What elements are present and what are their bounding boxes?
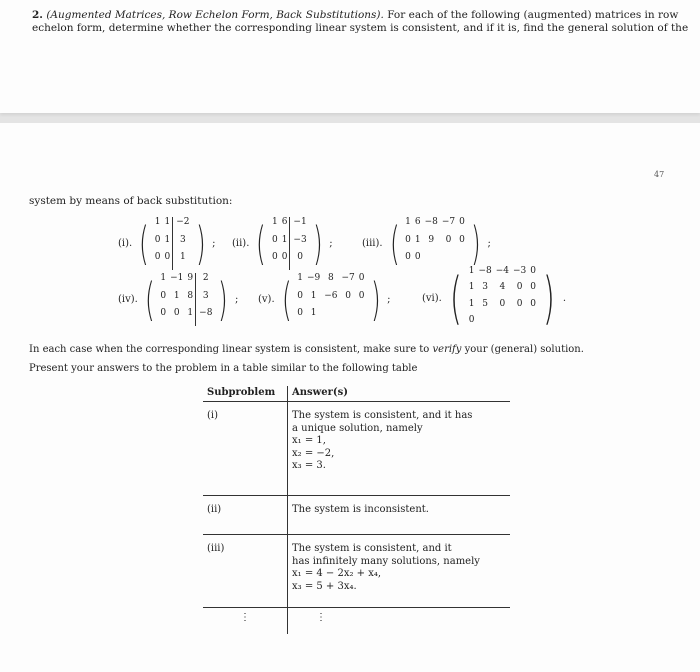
matrix-entry: 5: [482, 298, 488, 309]
matrix-entry: −9: [306, 273, 321, 283]
answer-table: [203, 386, 510, 634]
matrix-entry: 0: [468, 314, 475, 325]
left-paren: (: [139, 217, 149, 270]
matrix-entry: 3: [482, 282, 488, 293]
matrix-label: (v).: [258, 294, 275, 305]
right-paren: ): [470, 217, 481, 270]
matrix-separator: ;: [329, 238, 333, 249]
answer-line: x₁ = 1,: [292, 435, 326, 446]
matrix-label: (ii).: [232, 238, 250, 249]
page-top: [0, 0, 700, 113]
matrix-grid: [403, 217, 467, 270]
matrix-entry: 1: [281, 234, 288, 245]
matrix-entry: 0: [297, 308, 303, 319]
problem-number: 2.: [32, 9, 43, 21]
matrix-entry: 1: [187, 308, 194, 319]
matrix-entry: 1: [297, 273, 303, 283]
matrix-entry: 1: [271, 217, 278, 227]
matrix-entry: 0: [459, 234, 465, 245]
left-paren: (: [389, 217, 400, 270]
matrix-entry: −2: [172, 217, 191, 235]
matrix-label: (iii).: [362, 238, 383, 249]
answer-line: x₂ = −2,: [292, 447, 335, 459]
problem-line-1: [32, 9, 678, 22]
matrix-entry: −8: [424, 217, 438, 227]
matrix-entry: 0: [173, 308, 180, 319]
matrix-entry: 0: [530, 282, 537, 293]
matrix-label: (vi).: [422, 293, 442, 304]
matrix-entry: 9: [428, 234, 435, 245]
matrix-entry: −7: [441, 217, 456, 227]
matrix-entry: −1: [170, 273, 184, 283]
problem-title: (Augmented Matrices, Row Echelon Form, Back Substitutions).: [46, 9, 384, 21]
left-paren: (: [281, 273, 292, 326]
matrix-grid: [295, 273, 366, 326]
matrix-separator: ;: [235, 294, 239, 305]
table-row: [203, 608, 510, 635]
instructions-1b: your (general) solution.: [464, 344, 584, 355]
right-paren: ): [370, 273, 381, 326]
matrix-entry: 0: [154, 252, 161, 263]
matrix-entry: 0: [154, 234, 161, 245]
matrix-entry: 1: [310, 308, 317, 319]
matrix-item: [232, 217, 338, 270]
matrix-entry: 2: [195, 273, 214, 291]
matrix-entry: 0: [414, 252, 421, 263]
matrix-entry: 0: [516, 282, 523, 293]
matrix-entry: 1: [468, 266, 475, 276]
matrix-entry: 0: [516, 298, 523, 309]
augmented-matrix: [141, 273, 232, 326]
instructions-line-1: [29, 343, 584, 356]
subproblem-cell: [203, 608, 288, 635]
matrix-entry: 9: [187, 273, 194, 283]
matrix-entry: 4: [499, 282, 506, 293]
matrix-entry: 0: [271, 252, 278, 263]
matrix-separator: .: [562, 293, 567, 304]
matrix-separator: ;: [387, 294, 391, 305]
matrix-entry: 0: [281, 252, 288, 263]
matrix-item: [118, 273, 243, 326]
matrix-entry: 1: [468, 298, 475, 309]
matrix-entry: 0: [160, 308, 167, 319]
augmented-matrix: [386, 217, 485, 270]
matrix-entry: 8: [327, 273, 334, 283]
matrix-grid: [158, 273, 214, 326]
matrix-entry: 0: [405, 234, 411, 245]
answer-line: The system is inconsistent.: [292, 504, 429, 515]
table-row: [203, 496, 510, 535]
subproblem-label: (iii): [207, 543, 225, 554]
left-paren: (: [449, 266, 462, 331]
left-paren: (: [256, 217, 267, 270]
answer-line: ⋮: [316, 612, 326, 623]
matrix-entry: 1: [173, 290, 180, 301]
matrix-item: [258, 273, 395, 326]
matrix-entry: 1: [172, 252, 191, 270]
matrix-entry: 1: [160, 273, 167, 283]
instructions-verify: verify: [432, 344, 462, 355]
answer-line: x₃ = 3.: [292, 460, 326, 471]
table-row: [203, 402, 510, 496]
matrix-entry: 1: [154, 217, 161, 227]
answer-cell: [288, 608, 511, 635]
problem-line1-rest: For each of the following (augmented) matrices in row: [387, 9, 679, 21]
answer-cell: [288, 535, 511, 608]
problem-line-2: echelon form, determine whether the corresponding linear system is consistent, and if it is, find the general solution of the: [32, 22, 689, 34]
augmented-matrix: [278, 273, 384, 326]
matrix-item: [422, 266, 571, 331]
matrix-entry: 0: [271, 234, 278, 245]
matrix-grid: [270, 217, 309, 270]
augmented-matrix: [445, 266, 560, 331]
matrix-entry: −8: [195, 308, 214, 326]
matrix-entry: 0: [160, 290, 167, 301]
matrix-entry: −7: [341, 273, 355, 283]
answer-line: The system is consistent, and it has: [292, 410, 473, 421]
subproblem-cell: [203, 496, 288, 535]
matrix-entry: 0: [345, 290, 351, 301]
matrix-entry: 3: [172, 235, 191, 253]
matrix-separator: ;: [487, 238, 491, 249]
answer-line: x₁ = 4 − 2x₂ + x₄,: [292, 568, 382, 579]
subproblem-label: (ii): [207, 504, 222, 515]
header-answers: Answer(s): [288, 386, 511, 402]
matrix-entry: 0: [405, 252, 411, 263]
matrix-entry: 0: [297, 290, 303, 301]
subproblem-cell: [203, 535, 288, 608]
matrix-entry: −3: [289, 235, 308, 253]
matrix-entry: 0: [459, 217, 465, 227]
answer-cell: [288, 402, 511, 496]
matrix-entry: 0: [530, 298, 537, 309]
left-paren: (: [144, 273, 155, 326]
matrix-entry: 1: [468, 282, 475, 293]
header-subproblem: Subproblem: [203, 386, 288, 402]
matrix-entry: 1: [414, 234, 421, 245]
matrix-entry: 1: [164, 217, 171, 227]
matrix-entry: 6: [281, 217, 288, 227]
matrix-label: (i).: [118, 238, 133, 249]
matrix-grid: [467, 266, 538, 331]
matrix-entry: 0: [358, 273, 365, 283]
subproblem-cell: [203, 402, 288, 496]
matrix-entry: 8: [187, 290, 194, 301]
answer-cell: [288, 496, 511, 535]
matrix-item: [118, 217, 220, 270]
problem-line-3: system by means of back substitution:: [29, 195, 233, 207]
matrix-entry: −1: [289, 217, 308, 235]
matrix-entry: 6: [414, 217, 421, 227]
matrix-entry: 1: [310, 290, 317, 301]
matrix-separator: ;: [212, 238, 216, 249]
augmented-matrix: [135, 217, 209, 270]
subproblem-label: (i): [207, 410, 219, 421]
instructions-line-2: Present your answers to the problem in a table similar to the following table: [29, 363, 418, 374]
answer-line: has infinitely many solutions, namely: [292, 555, 480, 567]
matrix-entry: 0: [499, 298, 506, 309]
matrix-entry: 0: [530, 266, 537, 276]
right-paren: ): [542, 266, 555, 331]
matrix-entry: −8: [478, 266, 492, 276]
right-paren: ): [218, 273, 229, 326]
right-paren: ): [195, 217, 206, 270]
matrix-entry: −6: [324, 290, 338, 301]
matrix-entry: 3: [195, 291, 214, 309]
right-paren: ): [312, 217, 323, 270]
matrix-entry: 0: [289, 252, 308, 270]
answer-line: x₃ = 5 + 3x₄.: [292, 580, 357, 592]
matrix-grid: [153, 217, 192, 270]
matrix-entry: −4: [495, 266, 509, 276]
subproblem-label: ⋮: [240, 612, 250, 623]
answer-line: a unique solution, namely: [292, 422, 423, 434]
matrix-item: [362, 217, 496, 270]
page-number: 47: [654, 170, 665, 179]
answer-line: The system is consistent, and it: [292, 543, 452, 554]
matrix-entry: 0: [445, 234, 452, 245]
augmented-matrix: [252, 217, 326, 270]
table-row: [203, 535, 510, 608]
matrix-entry: −3: [513, 266, 527, 276]
matrix-entry: 0: [358, 290, 365, 301]
matrix-entry: 1: [164, 234, 171, 245]
matrix-entry: 1: [405, 217, 411, 227]
matrix-entry: 0: [164, 252, 171, 263]
instructions-1a: In each case when the corresponding linear system is consistent, make sure to: [29, 344, 430, 355]
matrix-label: (iv).: [118, 294, 138, 305]
